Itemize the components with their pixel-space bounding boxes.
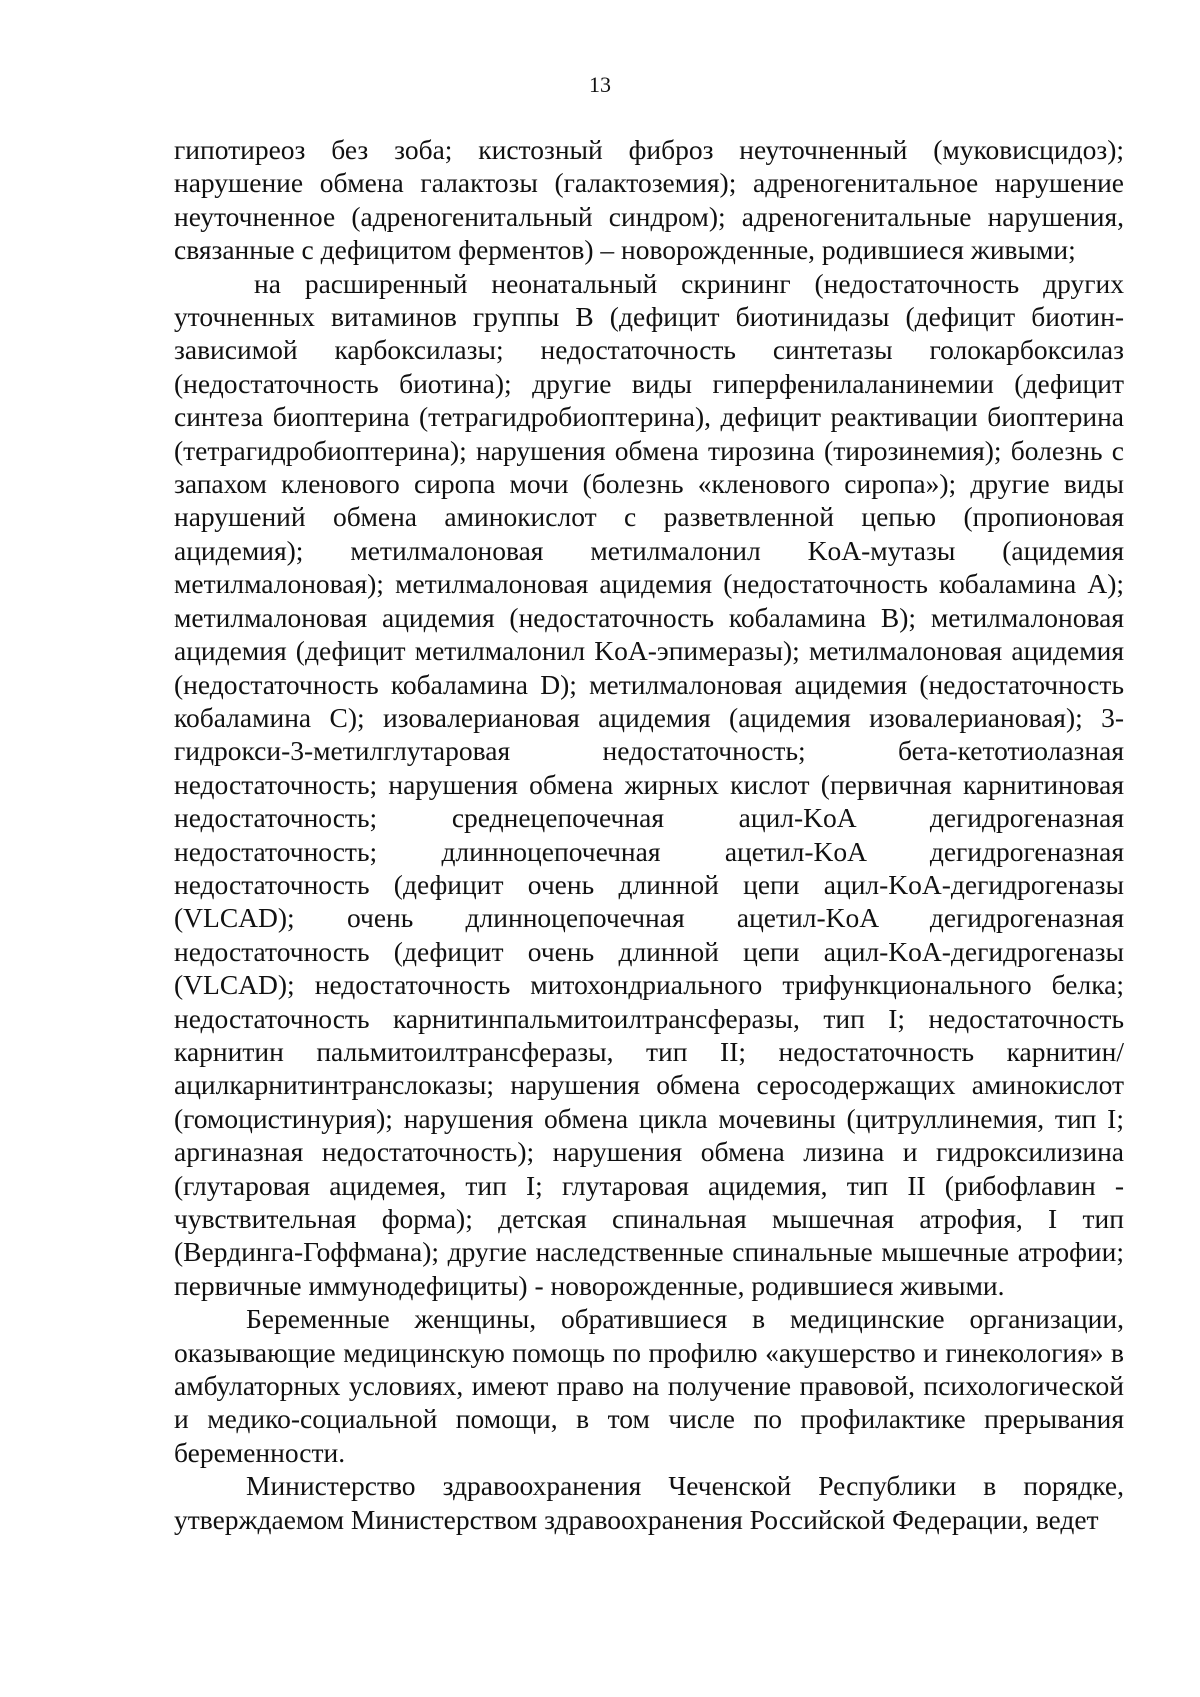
document-body xyxy=(174,133,1124,1536)
paragraph-ministry-health: Министерство здравоохранения Чеченской Республики в порядке, утверждаемом Министерством здравоохранения Российской Федерации, ведет xyxy=(174,1470,1124,1535)
paragraph-extended-neonatal-screening: на расширенный неонатальный скрининг (недостаточность других уточненных витаминов группы В (дефицит биотинидазы (дефицит биотин-зависимой карбоксилазы; недостаточность синтетазы голокарбоксилаз (недостаточность биотина); другие виды гиперфенилаланинемии (дефицит синтеза биоптерина (тетрагидробиоптерина), дефицит реактивации биоптерина (тетрагидробиоптерина); нарушения обмена тирозина (тирозинемия); болезнь с запахом кленового сиропа мочи (болезнь «кленового сиропа»); другие виды нарушений обмена аминокислот с разветвленной цепью (пропионовая ацидемия); метилмалоновая метилмалонил KoA-мутазы (ацидемия метилмалоновая); метилмалоновая ацидемия (недостаточность кобаламина А); метилмалоновая ацидемия (недостаточность кобаламина В); метилмалоновая ацидемия (дефицит метилмалонил KoA-эпимеразы); метилмалоновая ацидемия (недостаточность кобаламина D); метилмалоновая ацидемия (недостаточность кобаламина С); изовалериановая ацидемия (ацидемия изовалериановая); 3-гидрокси-3-метилглутаровая недостаточность; бета-кетотиолазная недостаточность; нарушения обмена жирных кислот (первичная карнитиновая недостаточность; среднецепочечная ацил-KoA дегидрогеназная недостаточность; длинноцепочечная ацетил-KoA дегидрогеназная недостаточность (дефицит очень длинной цепи ацил-KoA-дегидрогеназы (VLCAD); очень длинноцепочечная ацетил-KoA дегидрогеназная недостаточность (дефицит очень длинной цепи ацил-KoA-дегидрогеназы (VLCAD); недостаточность митохондриального трифункционального белка; недостаточность карнитинпальмитоилтрансферазы, тип I; недостаточность карнитин пальмитоилтрансферазы, тип II; недостаточность карнитин/ацилкарнитинтранслоказы; нарушения обмена серосодержащих аминокислот (гомоцистинурия); нарушения обмена цикла мочевины (цитруллинемия, тип I; аргиназная недостаточность); нарушения обмена лизина и гидроксилизина (глутаровая ацидемея, тип I; глутаровая ацидемия, тип II (рибофлавин - чувствительная форма); детская спинальная мышечная атрофия, I тип (Вердинга-Гоффмана); другие наследственные спинальные мышечные атрофии; первичные иммунодефициты) - новорожденные, родившиеся живыми. xyxy=(174,267,1124,1301)
paragraph-hypothyroidism-list: гипотиреоз без зоба; кистозный фиброз неуточненный (муковисцидоз); нарушение обмена галактозы (галактоземия); адреногенитальное нарушение неуточненное (адреногенитальный синдром); адреногенитальные нарушения, связанные с дефицитом ферментов) – новорожденные, родившиеся живыми; xyxy=(174,134,1124,266)
paragraph-pregnant-women-rights: Беременные женщины, обратившиеся в медицинские организации, оказывающие медицинскую помощь по профилю «акушерство и гинекология» в амбулаторных условиях, имеют право на получение правовой, психологической и медико-социальной помощи, в том числе по профилактике прерывания беременности. xyxy=(174,1303,1124,1468)
page-number: 13 xyxy=(589,72,611,97)
